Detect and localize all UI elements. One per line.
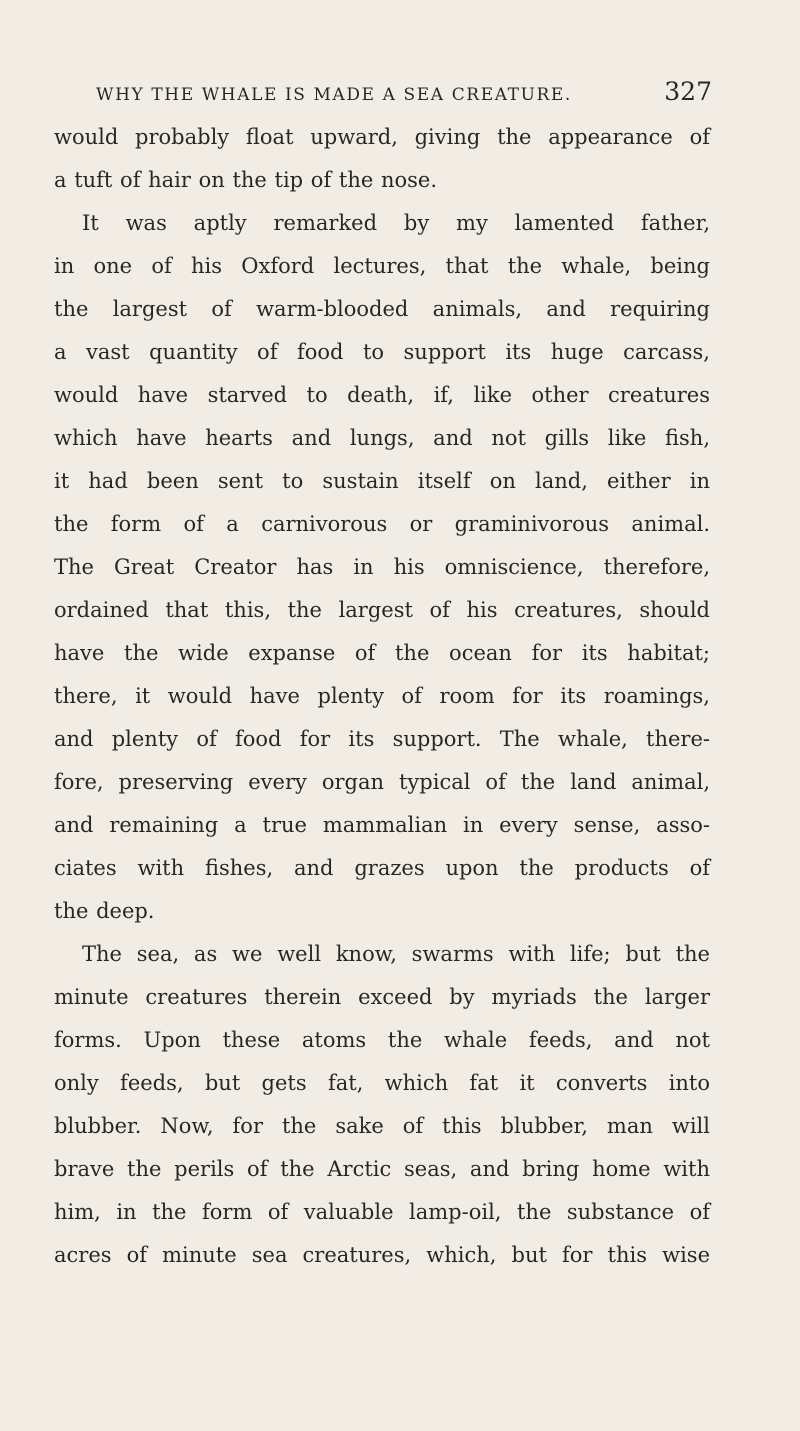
body-text [54, 116, 710, 1277]
text-line: would have starved to death, if, like other creatures [54, 383, 710, 407]
text-line: acres of minute sea creatures, which, but for this wise [54, 1243, 710, 1267]
text-line: ciates with fishes, and grazes upon the products of [54, 856, 710, 880]
running-title: WHY THE WHALE IS MADE A SEA CREATURE. [96, 85, 572, 105]
text-line: forms. Upon these atoms the whale feeds, and not [54, 1028, 710, 1052]
text-line: which have hearts and lungs, and not gills like fish, [54, 426, 710, 450]
text-line: it had been sent to sustain itself on land, either in [54, 469, 710, 493]
text-line: only feeds, but gets fat, which fat it converts into [54, 1071, 710, 1095]
text-line: in one of his Oxford lectures, that the whale, being [54, 254, 710, 278]
text-line: a tuft of hair on the tip of the nose. [54, 168, 438, 192]
text-line: him, in the form of valuable lamp-oil, the substance of [54, 1200, 710, 1224]
text-line: the deep. [54, 899, 155, 923]
text-line: ordained that this, the largest of his creatures, should [54, 598, 710, 622]
text-line: there, it would have plenty of room for its roamings, [54, 684, 710, 708]
text-line: would probably float upward, giving the appearance of [54, 125, 710, 149]
text-line: the form of a carnivorous or graminivorous animal. [54, 512, 710, 536]
text-line: brave the perils of the Arctic seas, and bring home with [54, 1157, 710, 1181]
text-line: minute creatures therein exceed by myriads the larger [54, 985, 710, 1009]
text-line: and remaining a true mammalian in every sense, asso- [54, 813, 710, 837]
text-line: the largest of warm-blooded animals, and requiring [54, 297, 710, 321]
text-line: The sea, as we well know, swarms with life; but the [82, 942, 710, 966]
text-line: have the wide expanse of the ocean for its habitat; [54, 641, 710, 665]
text-line: fore, preserving every organ typical of the land animal, [54, 770, 710, 794]
page-number: 327 [664, 77, 712, 106]
text-line: a vast quantity of food to support its huge carcass, [54, 340, 710, 364]
text-line: and plenty of food for its support. The whale, there- [54, 727, 710, 751]
running-head [96, 77, 712, 117]
text-line: It was aptly remarked by my lamented father, [82, 211, 710, 235]
text-line: The Great Creator has in his omniscience, therefore, [54, 555, 710, 579]
text-line: blubber. Now, for the sake of this blubber, man will [54, 1114, 710, 1138]
